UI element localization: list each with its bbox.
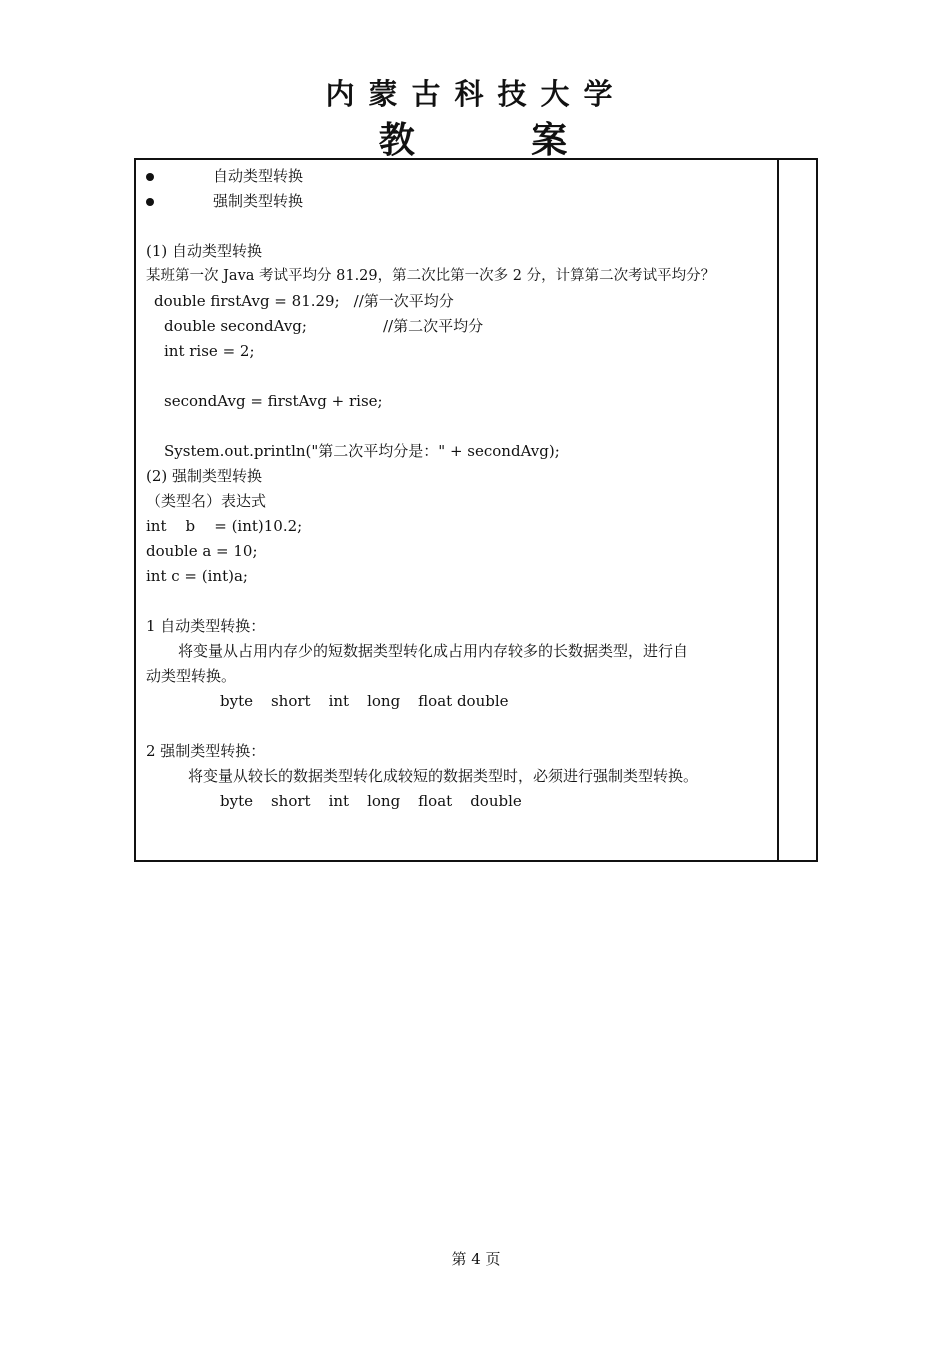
code-comment: //第一次平均分 — [353, 292, 454, 310]
bullet-item — [146, 189, 774, 214]
code-line: secondAvg = firstAvg + rise; — [164, 392, 383, 410]
code-comment: //第二次平均分 — [382, 317, 484, 335]
type-label: float double — [418, 692, 509, 710]
section-2-syntax: （类型名）表达式 — [146, 492, 267, 510]
point-2-title: 2 强制类型转换： — [146, 742, 266, 760]
code-text: double firstAvg = 81.29; — [154, 292, 340, 310]
code-line: int c = (int)a; — [146, 567, 248, 585]
code-line: int rise = 2; — [164, 342, 255, 360]
type-list — [146, 689, 774, 714]
point-1-text-cont: 动类型转换。 — [146, 667, 237, 685]
bullet-dot-icon — [146, 198, 154, 206]
type-label: int — [328, 792, 350, 810]
type-list — [146, 789, 774, 814]
section-2-title: (2) 强制类型转换 — [146, 467, 263, 485]
code-line: System.out.println("第二次平均分是：" + secondAvg); — [164, 442, 560, 460]
code-line: double a = 10; — [146, 542, 258, 560]
type-label: float — [418, 792, 453, 810]
type-label: long — [367, 792, 401, 810]
section-1-title: (1) 自动类型转换 — [146, 242, 263, 260]
point-2-text: 将变量从较长的数据类型转化成较短的数据类型时，必须进行强制类型转换。 — [188, 767, 699, 785]
bullet-item — [146, 164, 774, 189]
doc-type-title: 教 案 — [378, 120, 620, 161]
code-line — [146, 314, 774, 339]
code-line — [146, 289, 774, 314]
lesson-table — [134, 158, 818, 862]
bullet-label: 自动类型转换 — [213, 167, 304, 185]
university-title: 内蒙古科技大学 — [325, 77, 627, 111]
type-label: short — [270, 692, 311, 710]
type-label: double — [470, 792, 522, 810]
point-1-text: 将变量从占用内存少的短数据类型转化成占用内存较多的长数据类型，进行自 — [178, 642, 689, 660]
section-1-question: 某班第一次 Java 考试平均分 81.29，第二次比第一次多 2 分，计算第二次考试平均分？ — [146, 268, 716, 284]
type-label: byte — [220, 692, 253, 710]
type-label: short — [270, 792, 311, 810]
page-number: 第 4 页 — [451, 1250, 501, 1268]
bullet-dot-icon — [146, 173, 154, 181]
point-1-title: 1 自动类型转换： — [146, 617, 266, 635]
column-divider — [777, 160, 779, 860]
type-label: byte — [220, 792, 253, 810]
type-label: int — [328, 692, 350, 710]
code-text: double secondAvg; — [164, 317, 307, 335]
bullet-label: 强制类型转换 — [213, 192, 304, 210]
lesson-content — [146, 164, 774, 814]
code-line: int b = (int)10.2; — [146, 517, 303, 535]
type-label: long — [367, 692, 401, 710]
